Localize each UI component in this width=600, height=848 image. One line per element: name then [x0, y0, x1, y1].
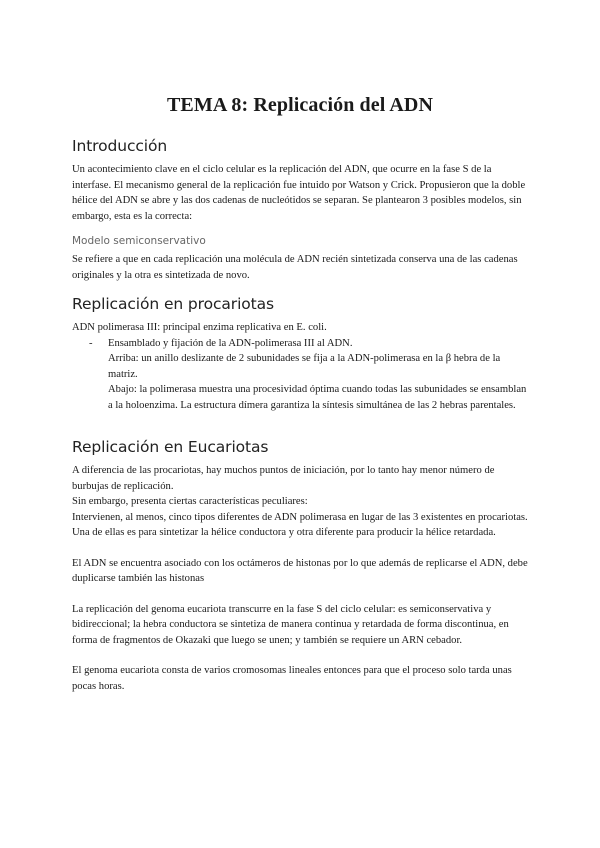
section-eucariotas [72, 437, 530, 694]
eucariotas-p4: El ADN se encuentra asociado con los octámeros de histonas por lo que además de replicarse el ADN, debe duplicarse también las histonas [72, 557, 528, 584]
bullet-title: Ensamblado y fijación de la ADN-polimerasa III al ADN. [108, 337, 353, 349]
eucariotas-p2: Sin embargo, presenta ciertas características peculiares: [72, 496, 308, 507]
modelo-paragraph: Se refiere a que en cada replicación una molécula de ADN recién sintetizada conserva una de las cadenas originales y la otra es sintetizada de novo. [72, 254, 518, 281]
eucariotas-p5: La replicación del genoma eucariota transcurre en la fase S del ciclo celular: es semiconservativa y bidireccional; la hebra conductora se sintetiza de manera continua y retardada de forma discontinua, en forma de fragmentos de Okazaki que luego se unen; y también se requiere un ARN cebador. [72, 603, 509, 646]
bullet-abajo: Abajo: la polimerasa muestra una procesividad óptima cuando todas las subunidades se ensamblan a la holoenzima. La estructura dímera garantiza la síntesis simultánea de las 2 hebras parentales. [108, 384, 527, 411]
subheading-modelo-semiconservativo: Modelo semiconservativo [72, 235, 206, 247]
bullet-arriba: Arriba: un anillo deslizante de 2 subunidades se fija a la ADN-polimerasa en la β hebra de la matriz. [108, 353, 501, 380]
heading-eucariotas: Replicación en Eucariotas [72, 438, 269, 456]
heading-procariotas: Replicación en procariotas [72, 295, 275, 313]
page-title: TEMA 8: Replicación del ADN [166, 94, 434, 116]
intro-paragraph: Un acontecimiento clave en el ciclo celular es la replicación del ADN, que ocurre en la fase S de la interfase. El mecanismo general de la replicación fue intuido por Watson y Crick. Propusieron que la doble hélice del ADN se abre y las dos cadenas de nucleótidos se separan. Se plantearon 3 posibles modelos, sin embargo, esta es la correcta: [72, 164, 526, 222]
section-intro [72, 136, 530, 283]
eucariotas-p1: A diferencia de las procariotas, hay muchos puntos de iniciación, por lo tanto hay menor número de burbujas de replicación. [72, 465, 495, 492]
procariotas-line: ADN polimerasa III: principal enzima replicativa en E. coli. [72, 322, 327, 333]
heading-introduccion: Introducción [72, 137, 168, 155]
eucariotas-p6: El genoma eucariota consta de varios cromosomas lineales entonces para que el proceso solo tarda unas pocas horas. [72, 665, 512, 692]
section-procariotas [72, 294, 530, 413]
bullet-dash: - [89, 337, 93, 349]
bullet-item [72, 336, 530, 414]
eucariotas-p3: Intervienen, al menos, cinco tipos diferentes de ADN polimerasa en lugar de las 3 existentes en procariotas. Una de ellas es para sintetizar la hélice conductora y otra diferente para producir la hélice retardada. [72, 511, 528, 538]
